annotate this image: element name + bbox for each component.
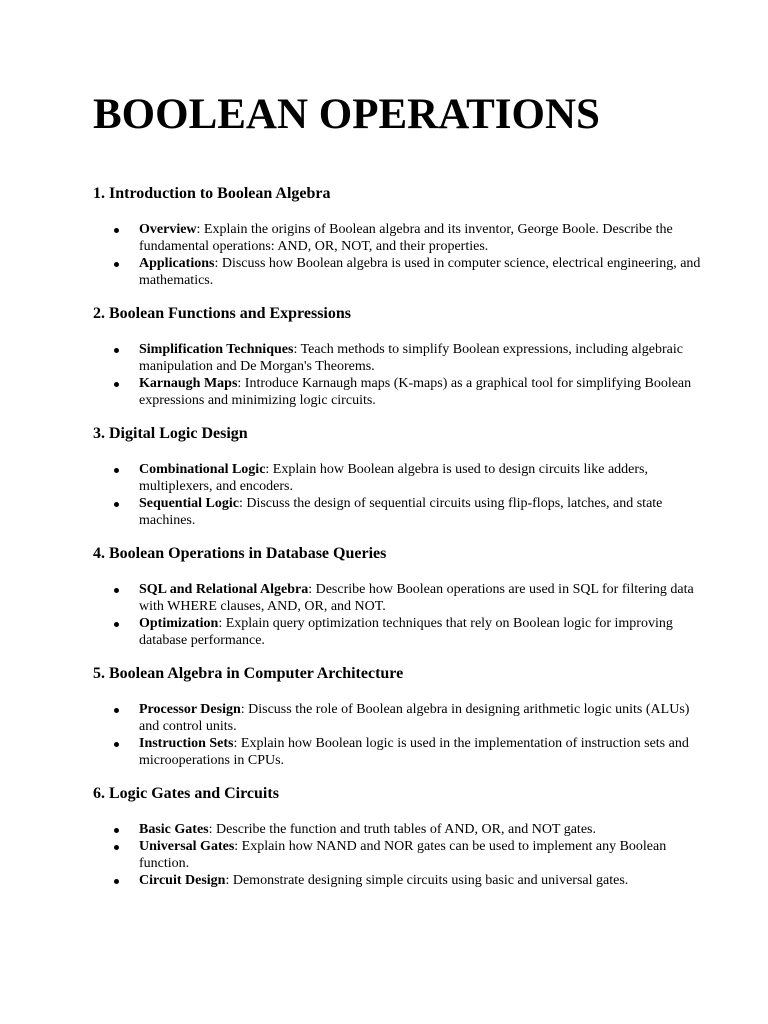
item-text: : Discuss the design of sequential circuits using flip-flops, latches, and state machines. [139, 496, 663, 528]
item-term: Basic Gates [139, 822, 209, 837]
list-item [93, 221, 708, 255]
bullet-icon [114, 828, 119, 833]
section-boolean-functions [93, 304, 708, 409]
bullet-list [93, 701, 708, 769]
section-heading: 3. Digital Logic Design [93, 425, 248, 442]
item-text: : Explain how Boolean algebra is used to design circuits like adders, multiplexers, and encoders. [139, 462, 648, 494]
bullet-list [93, 221, 708, 289]
list-item [93, 701, 708, 735]
section-database-queries [93, 544, 708, 649]
bullet-icon [114, 879, 119, 884]
section-heading: 4. Boolean Operations in Database Queries [93, 545, 387, 562]
list-item [93, 341, 708, 375]
bullet-icon [114, 845, 119, 850]
list-item [93, 495, 708, 529]
item-term: Sequential Logic [139, 496, 239, 511]
item-text: : Explain query optimization techniques that rely on Boolean logic for improving database performance. [139, 616, 673, 648]
bullet-icon [114, 588, 119, 593]
item-term: Overview [139, 222, 197, 237]
bullet-icon [114, 228, 119, 233]
item-term: Processor Design [139, 702, 241, 717]
bullet-list [93, 581, 708, 649]
section-computer-architecture [93, 664, 708, 769]
item-text: : Describe how Boolean operations are used in SQL for filtering data with WHERE clauses, AND, OR, and NOT. [139, 582, 694, 614]
list-item [93, 615, 708, 649]
list-item [93, 255, 708, 289]
section-heading: 2. Boolean Functions and Expressions [93, 305, 351, 322]
item-text: : Explain how Boolean logic is used in the implementation of instruction sets and microoperations in CPUs. [139, 736, 689, 768]
item-term: Combinational Logic [139, 462, 266, 477]
section-heading: 1. Introduction to Boolean Algebra [93, 185, 331, 202]
item-term: Circuit Design [139, 873, 226, 888]
item-text: : Discuss the role of Boolean algebra in designing arithmetic logic units (ALUs) and control units. [139, 702, 690, 734]
item-text: : Explain the origins of Boolean algebra and its inventor, George Boole. Describe the fundamental operations: AND, OR, NOT, and their properties. [139, 222, 673, 254]
bullet-list [93, 461, 708, 529]
list-item [93, 821, 708, 838]
bullet-icon [114, 468, 119, 473]
bullet-icon [114, 622, 119, 627]
item-term: Simplification Techniques [139, 342, 294, 357]
section-digital-logic-design [93, 424, 708, 529]
list-item [93, 461, 708, 495]
list-item [93, 375, 708, 409]
item-term: Applications [139, 256, 215, 271]
bullet-icon [114, 348, 119, 353]
bullet-list [93, 821, 708, 889]
item-text: : Teach methods to simplify Boolean expressions, including algebraic manipulation and De Morgan's Theorems. [139, 342, 683, 374]
section-logic-gates [93, 784, 708, 889]
bullet-list [93, 341, 708, 409]
item-text: : Demonstrate designing simple circuits using basic and universal gates. [225, 873, 629, 888]
item-text: : Introduce Karnaugh maps (K-maps) as a graphical tool for simplifying Boolean expressions and minimizing logic circuits. [139, 376, 692, 408]
item-text: : Describe the function and truth tables of AND, OR, and NOT gates. [208, 822, 596, 837]
document-title: BOOLEAN OPERATIONS [93, 91, 600, 138]
list-item [93, 872, 708, 889]
bullet-icon [114, 708, 119, 713]
bullet-icon [114, 742, 119, 747]
item-term: SQL and Relational Algebra [139, 582, 309, 597]
item-term: Instruction Sets [139, 736, 234, 751]
item-text: : Discuss how Boolean algebra is used in computer science, electrical engineering, and mathematics. [139, 256, 701, 288]
bullet-icon [114, 262, 119, 267]
section-heading: 5. Boolean Algebra in Computer Architecture [93, 665, 404, 682]
section-intro-boolean-algebra [93, 184, 708, 289]
item-term: Optimization [139, 616, 219, 631]
bullet-icon [114, 382, 119, 387]
bullet-icon [114, 502, 119, 507]
item-term: Universal Gates [139, 839, 235, 854]
item-text: : Explain how NAND and NOR gates can be used to implement any Boolean function. [139, 839, 667, 871]
section-heading: 6. Logic Gates and Circuits [93, 785, 279, 802]
list-item [93, 581, 708, 615]
list-item [93, 838, 708, 872]
list-item [93, 735, 708, 769]
item-term: Karnaugh Maps [139, 376, 238, 391]
